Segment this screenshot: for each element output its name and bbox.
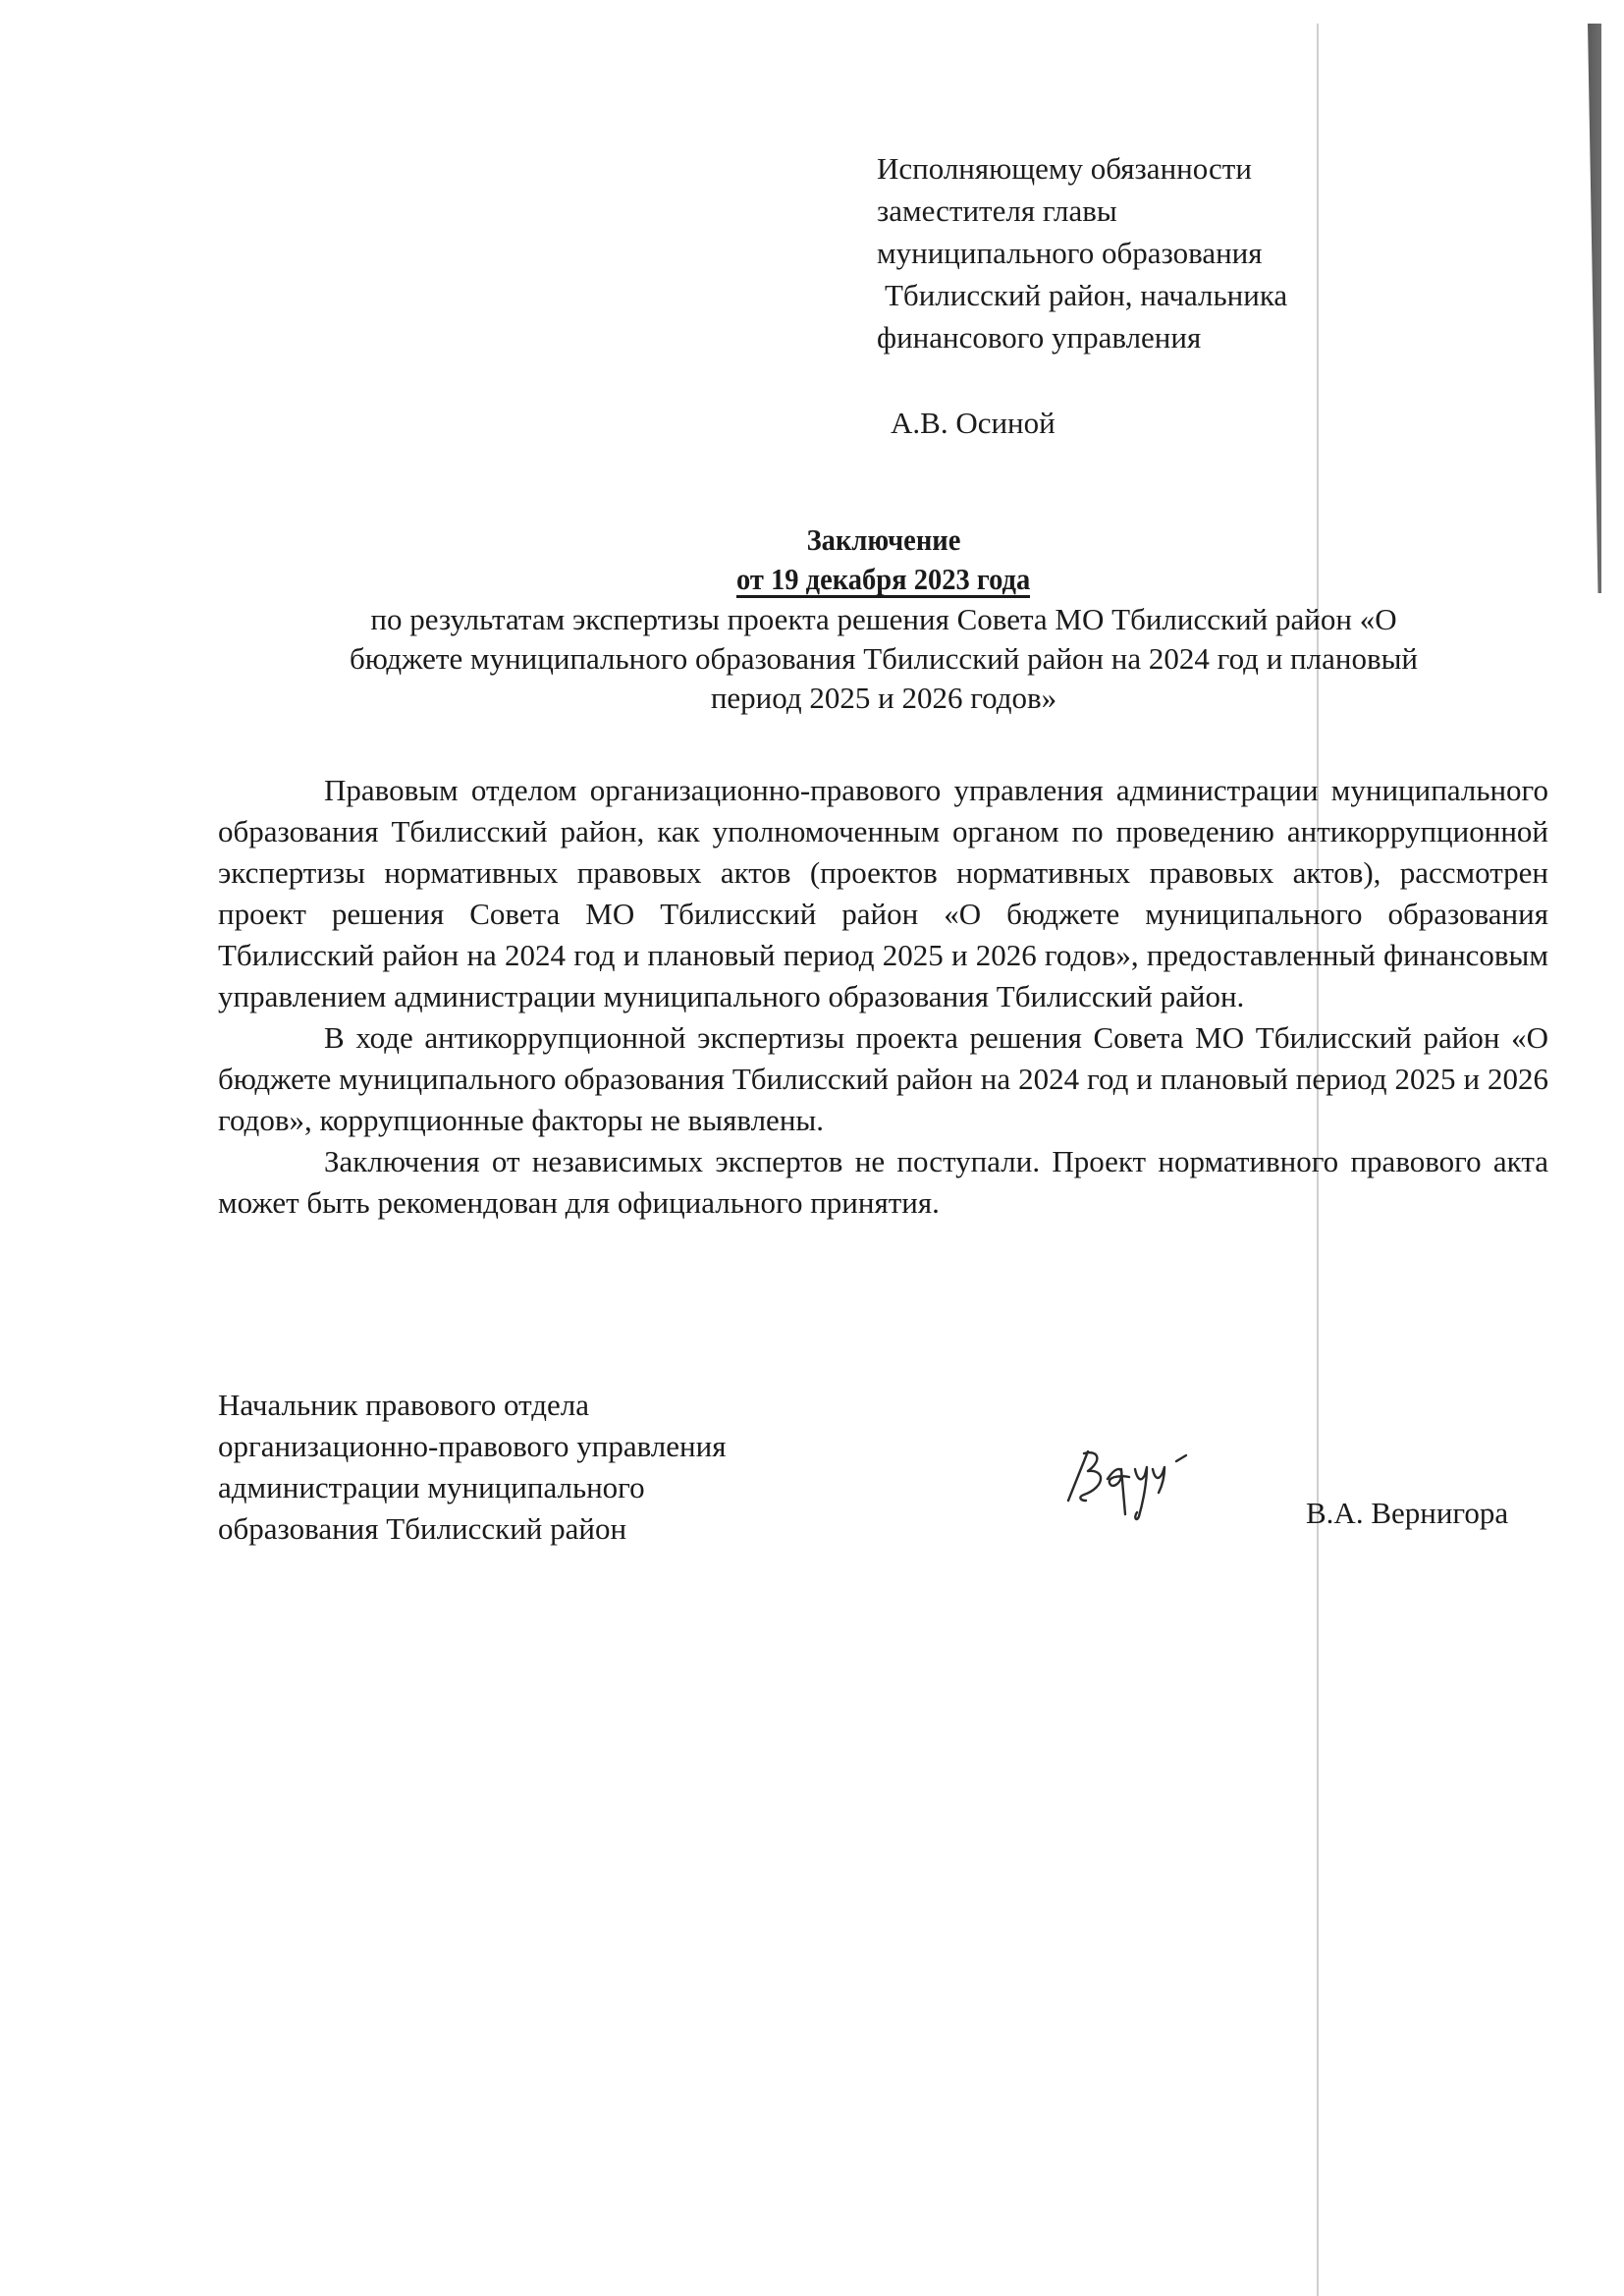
addressee-line: Тбилисский район, начальника xyxy=(885,278,1288,312)
addressee-line: муниципального образования xyxy=(877,236,1263,270)
signatory-position-line: администрации муниципального xyxy=(218,1470,645,1504)
signatory-position-line: организационно-правового управления xyxy=(218,1429,727,1463)
addressee-line: Исполняющему обязанности xyxy=(877,151,1252,186)
body-paragraph: В ходе антикоррупционной экспертизы проекта решения Совета МО Тбилисский район «О бюджете муниципального образования Тбилисский район на 2024 год и плановый период 2025 и 2026 годов», коррупционные факторы не выявлены. xyxy=(218,1020,1548,1137)
body-paragraph: Правовым отделом организационно-правового управления администрации муниципального образования Тбилисский район, как уполномоченным органом по проведению антикоррупционной экспертизы нормативных правовых актов (проектов нормативных правовых актов), рассмотрен проект решения Совета МО Тбилисский район «О бюджете муниципального образования Тбилисский район на 2024 год и плановый период 2025 и 2026 годов», предоставленный финансовым управлением администрации муниципального образования Тбилисский район. xyxy=(218,773,1548,1013)
signatory-name: В.А. Вернигора xyxy=(1306,1496,1509,1530)
document-subtitle xyxy=(236,600,1532,718)
signatory-position-line: Начальник правового отдела xyxy=(218,1388,590,1422)
signatory-position xyxy=(218,1385,726,1550)
document-date: от 19 декабря 2023 года xyxy=(736,562,1031,596)
signatory-position-line: образования Тбилисский район xyxy=(218,1511,627,1546)
subtitle-line: по результатам экспертизы проекта решения Совета МО Тбилисский район «О xyxy=(370,602,1397,636)
subtitle-line: бюджете муниципального образования Тбилисский район на 2024 год и плановый xyxy=(350,641,1418,676)
addressee-block xyxy=(877,147,1387,444)
document-title: Заключение xyxy=(806,522,961,557)
addressee-name: А.В. Осиной xyxy=(891,406,1056,440)
addressee-line: финансового управления xyxy=(877,320,1202,355)
handwritten-signature xyxy=(1051,1440,1218,1538)
scan-artifact-edge xyxy=(1588,24,1601,593)
body-paragraph: Заключения от независимых экспертов не поступали. Проект нормативного правового акта может быть рекомендован для официального принятия. xyxy=(218,1144,1548,1220)
document-heading xyxy=(236,522,1532,718)
addressee-line: заместителя главы xyxy=(877,193,1117,228)
document-body xyxy=(218,770,1548,1224)
subtitle-line: период 2025 и 2026 годов» xyxy=(710,681,1057,715)
